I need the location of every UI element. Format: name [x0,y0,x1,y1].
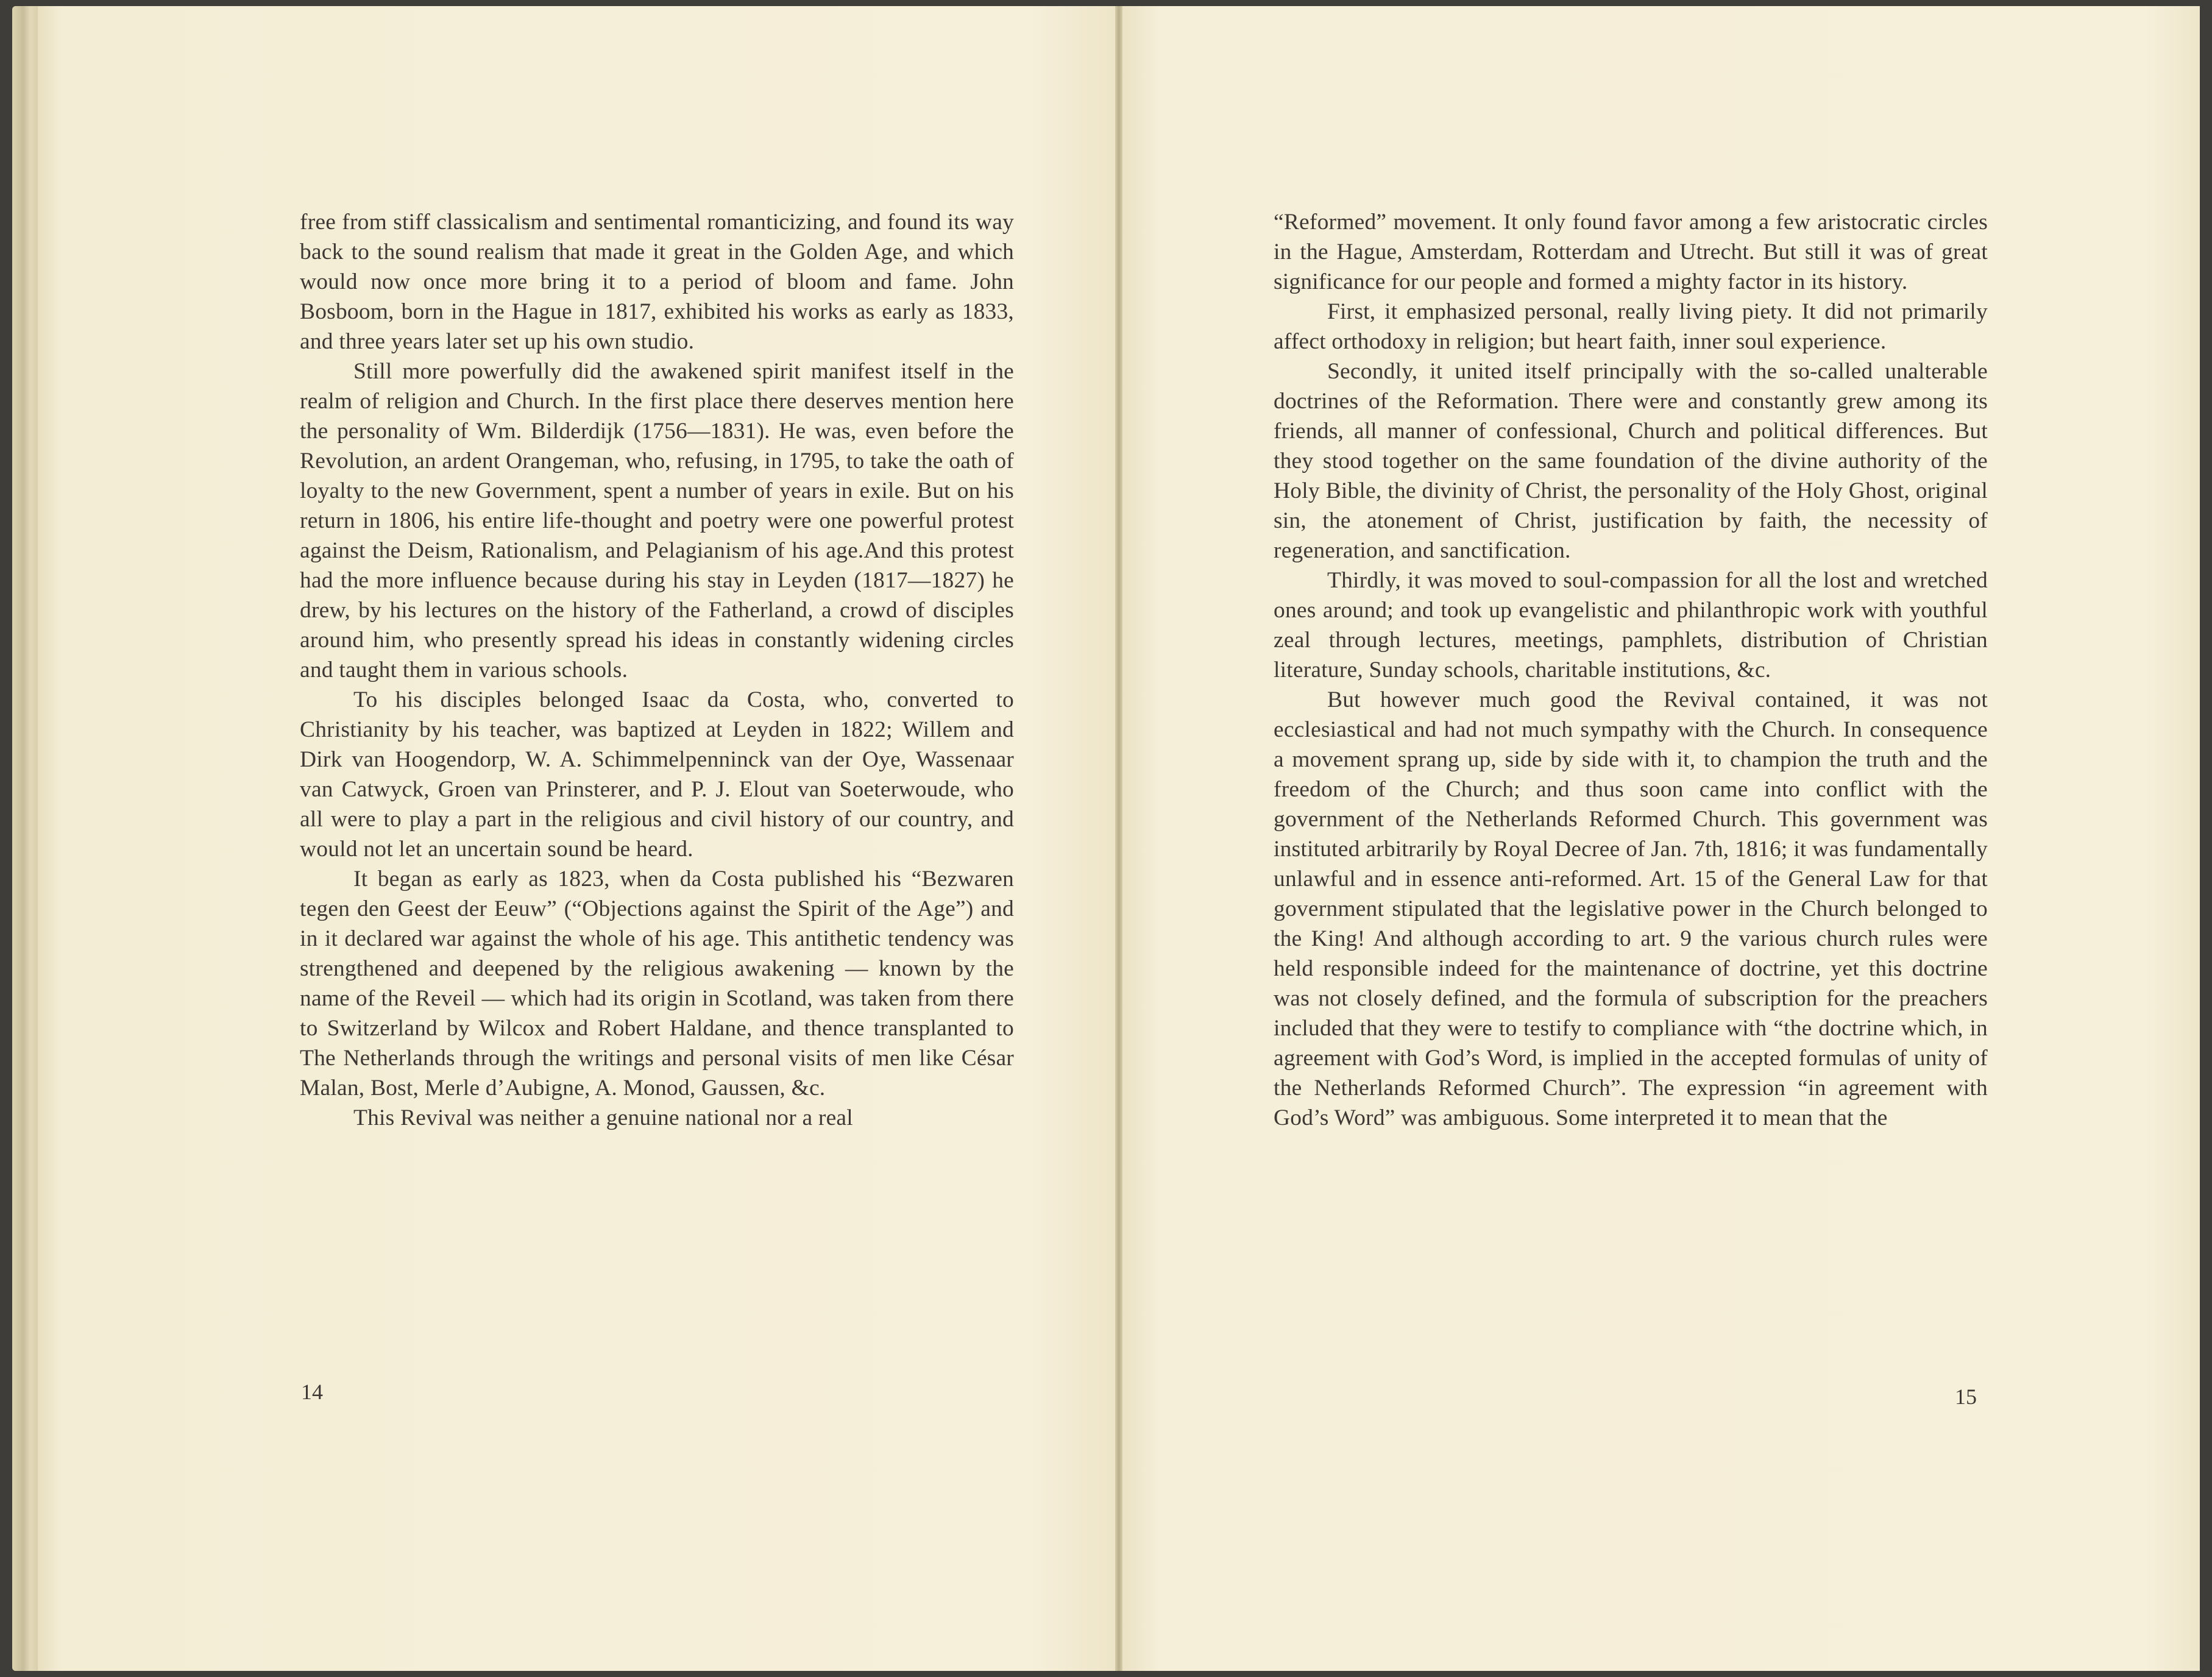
right-page-text [1274,207,1988,1133]
paragraph: Still more powerfully did the awakened spirit manifest itself in the realm of religion and Church. In the first place there deserves mention here the personality of Wm. Bilderdijk (1756—1831). He was, even before the Revolution, an ardent Orangeman, who, refusing, in 1795, to take the oath of loyalty to the new Government, spent a number of years in exile. But on his return in 1806, his entire life-thought and poetry were one powerful protest against the Deism, Rationalism, and Pelagianism of his age.And this protest had the more influence because during his stay in Leyden (1817—1827) he drew, by his lectures on the history of the Fatherland, a crowd of disciples around him, who presently spread his ideas in constantly widening circles and taught them in various schools. [300,359,1014,682]
paragraph: Thirdly, it was moved to soul-compassion for all the lost and wretched ones around; and took up evangelistic and philanthropic work with youthful zeal through lectures, meetings, pamphlets, distribution of Christian literature, Sunday schools, charitable institutions, &c. [1274,568,1988,682]
paragraph: But however much good the Revival contained, it was not ecclesiastical and had not much sympathy with the Church. In consequence a movement sprang up, side by side with it, to champion the truth and the freedom of the Church; and thus soon came into conflict with the government of the Netherlands Reformed Church. This government was instituted arbitrarily by Royal Decree of Jan. 7th, 1816; it was fundamentally unlawful and in essence anti-reformed. Art. 15 of the General Law for that government stipulated that the legislative power in the Church belonged to the King! And although according to art. 9 the various church rules were held responsible indeed for the maintenance of doctrine, yet this doctrine was not closely defined, and the formula of subscription for the preachers included that they were to testify to compliance with “the doctrine which, in agreement with God’s Word, is implied in the accepted formulas of unity of the Netherlands Reformed Church”. The expression “in agreement with God’s Word” was ambiguous. Some interpreted it to mean that the [1274,687,1988,1130]
page-number: 15 [1955,1384,1977,1409]
paragraph: “Reformed” movement. It only found favor among a few aristocratic circles in the Hague, Amsterdam, Rotterdam and Utrecht. But still it was of great significance for our people and formed a mighty factor in its history. [1274,210,1988,294]
paragraph: This Revival was neither a genuine national nor a real [353,1105,853,1130]
page-edges [12,6,38,1671]
book-gutter [1115,6,1122,1671]
paragraph: free from stiff classicalism and sentimental romanticizing, and found its way back to the sound realism that made it great in the Golden Age, and which would now once more bring it to a period of bloom and fame. John Bosboom, born in the Hague in 1817, exhibited his works as early as 1833, and three years later set up his own studio. [300,210,1014,354]
right-page [1122,6,2200,1671]
paragraph: To his disciples belonged Isaac da Costa, who, converted to Christianity by his teacher, was baptized at Leyden in 1822; Willem and Dirk van Hoogendorp, W. A. Schimmelpenninck van der Oye, Wassenaar van Catwyck, Groen van Prinsterer, and P. J. Elout van Soeterwoude, who all were to play a part in the religious and civil history of our country, and would not let an uncertain sound be heard. [300,687,1014,862]
paragraph: It began as early as 1823, when da Costa published his “Bezwaren tegen den Geest der Eeuw” (“Objections against the Spirit of the Age”) and in it declared war against the whole of his age. This antithetic tendency was strengthened and deepened by the religious awakening — known by the name of the Reveil — which had its origin in Scotland, was taken from there to Switzerland by Wilcox and Robert Haldane, and thence transplanted to The Netherlands through the writings and personal visits of men like César Malan, Bost, Merle d’Aubigne, A. Monod, Gaussen, &c. [300,867,1014,1101]
page-number: 14 [301,1380,323,1404]
paragraph: First, it emphasized personal, really living piety. It did not primarily affect orthodoxy in religion; but heart faith, inner soul experience. [1274,299,1988,354]
left-page-text [300,207,1014,1133]
left-page [38,6,1115,1671]
paragraph: Secondly, it united itself principally with the so-called unalterable doctrines of the Reformation. There were and constantly grew among its friends, all manner of confessional, Church and political differences. But they stood together on the same foundation of the divine authority of the Holy Bible, the divinity of Christ, the personality of the Holy Ghost, original sin, the atonement of Christ, justification by faith, the necessity of regeneration, and sanctification. [1274,359,1988,563]
book-spread [12,6,2200,1671]
